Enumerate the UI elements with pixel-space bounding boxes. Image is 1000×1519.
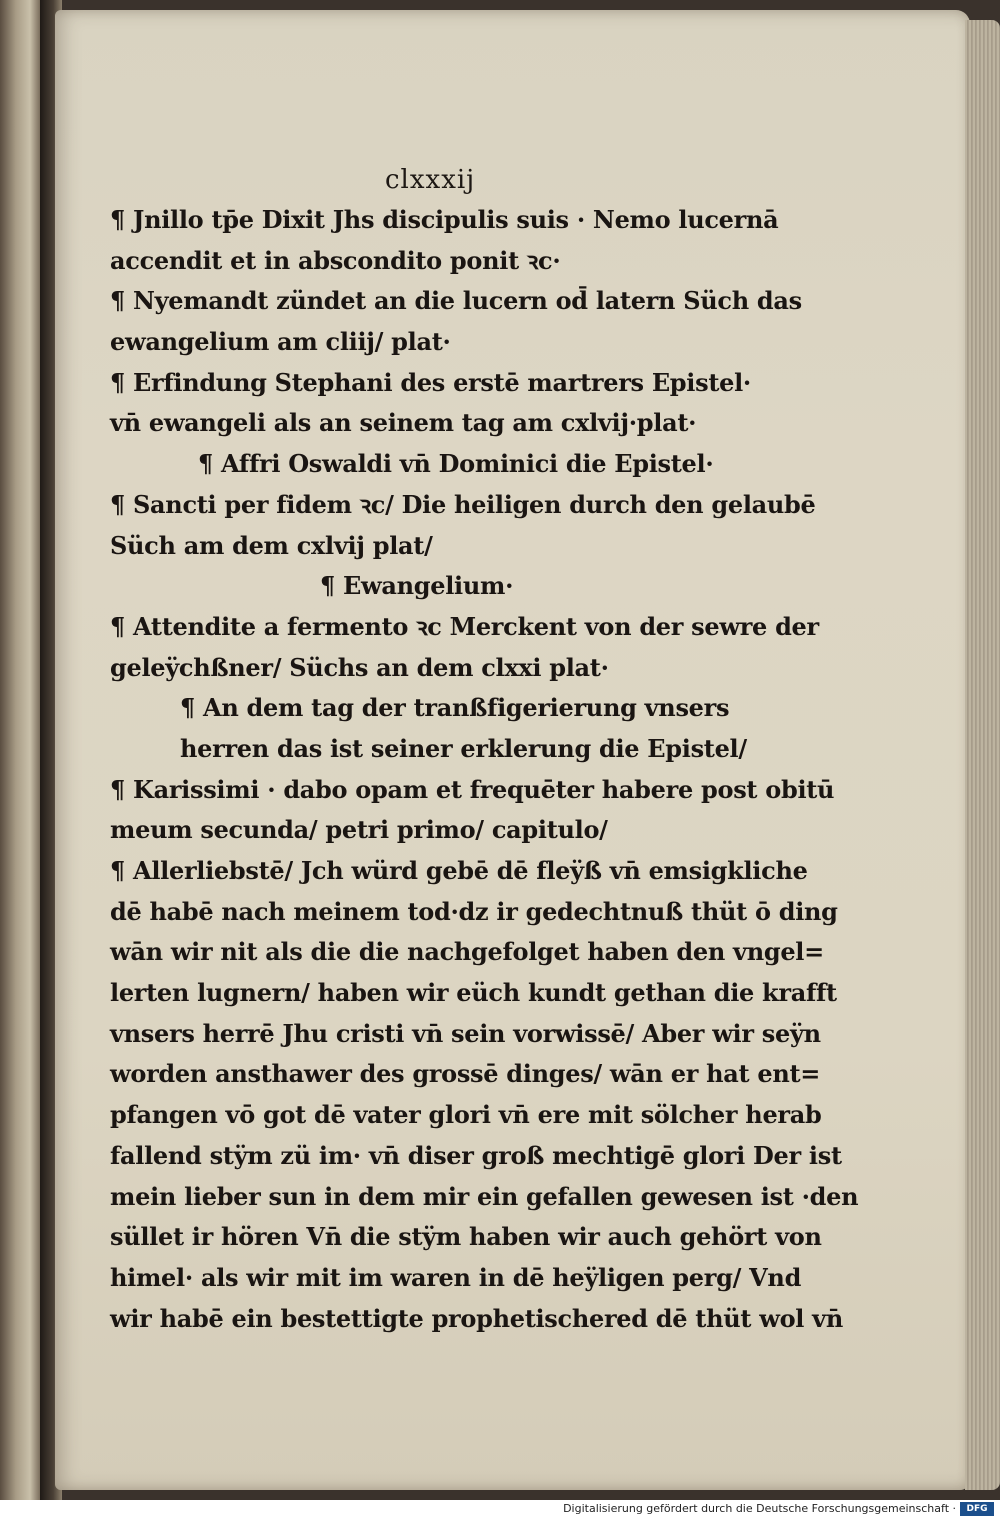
text-line: ¶ Erfindung Stephani des erstē martrers Epistel· — [110, 367, 751, 397]
text-line: worden ansthawer des grossē dinges/ wān er hat ent= — [110, 1059, 821, 1089]
footer-bar — [0, 1500, 1000, 1519]
dfg-logo: DFG — [960, 1502, 994, 1516]
text-line: ¶ An dem tag der tranßfigerierung vnsers — [180, 693, 730, 723]
text-line: dē habē nach meinem tod·dz ir gedechtnuß thüt ō ding — [110, 896, 838, 926]
text-line: ¶ Karissimi · dabo opam et frequēter habere post obitū — [110, 774, 835, 804]
text-line: Süch am dem cxlvij plat/ — [110, 530, 433, 560]
text-line: himel· als wir mit im waren in dē heÿligen perg/ Vnd — [110, 1262, 802, 1292]
text-line: mein lieber sun in dem mir ein gefallen gewesen ist ·den — [110, 1181, 859, 1211]
text-line: wir habē ein bestettigte prophetischered dē thüt wol vn̄ — [110, 1303, 843, 1333]
text-line: vn̄ ewangeli als an seinem tag am cxlvij·plat· — [110, 408, 697, 438]
text-line: ¶ Allerliebstē/ Jch würd gebē dē fleÿß vn̄ emsigkliche — [110, 856, 808, 885]
text-line: ¶ Affri Oswaldi vn̄ Dominici die Epistel· — [198, 449, 714, 479]
text-line: ¶ Attendite a fermento ꝛc Merckent von der sewre der — [110, 611, 819, 641]
text-line: meum secunda/ petri primo/ capitulo/ — [110, 815, 608, 845]
text-line: herren das ist seiner erklerung die Epistel/ — [180, 733, 747, 763]
text-line: ¶ Ewangelium· — [320, 571, 514, 601]
facing-page-edge — [0, 0, 40, 1500]
text-line: wān wir nit als die die nachgefolget haben den vngel= — [110, 937, 824, 967]
text-line: ¶ Sancti per fidem ꝛc/ Die heiligen durch den gelaubē — [110, 489, 816, 519]
text-line: ¶ Nyemandt zündet an die lucern od̄ latern Süch das — [110, 286, 802, 316]
printed-text-block — [110, 200, 859, 1339]
text-line: süllet ir hören Vn̄ die stÿm haben wir auch gehört von — [110, 1222, 822, 1252]
text-line: accendit et in abscondito ponit ꝛc· — [110, 245, 561, 275]
text-line: ¶ Jnillo tp̄e Dixit Jhs discipulis suis · Nemo lucernā — [110, 205, 779, 234]
text-line: pfangen vō got dē vater glori vn̄ ere mit sölcher herab — [110, 1100, 822, 1130]
text-line: fallend stÿm zü im· vn̄ diser groß mechtigē glori Der ist — [110, 1140, 842, 1170]
folio-number: clxxxij — [385, 165, 476, 195]
text-line: lerten lugnern/ haben wir eüch kundt gethan die krafft — [110, 978, 837, 1008]
text-line: ewangelium am cliij/ plat· — [110, 327, 451, 357]
text-line: geleÿchßner/ Süchs an dem clxxi plat· — [110, 652, 609, 682]
dfg-credit: Digitalisierung gefördert durch die Deutsche Forschungsgemeinschaft · — [563, 1502, 956, 1515]
page-edges — [965, 20, 1000, 1490]
text-line: vnsers herrē Jhu cristi vn̄ sein vorwissē/ Aber wir seÿn — [110, 1018, 821, 1048]
